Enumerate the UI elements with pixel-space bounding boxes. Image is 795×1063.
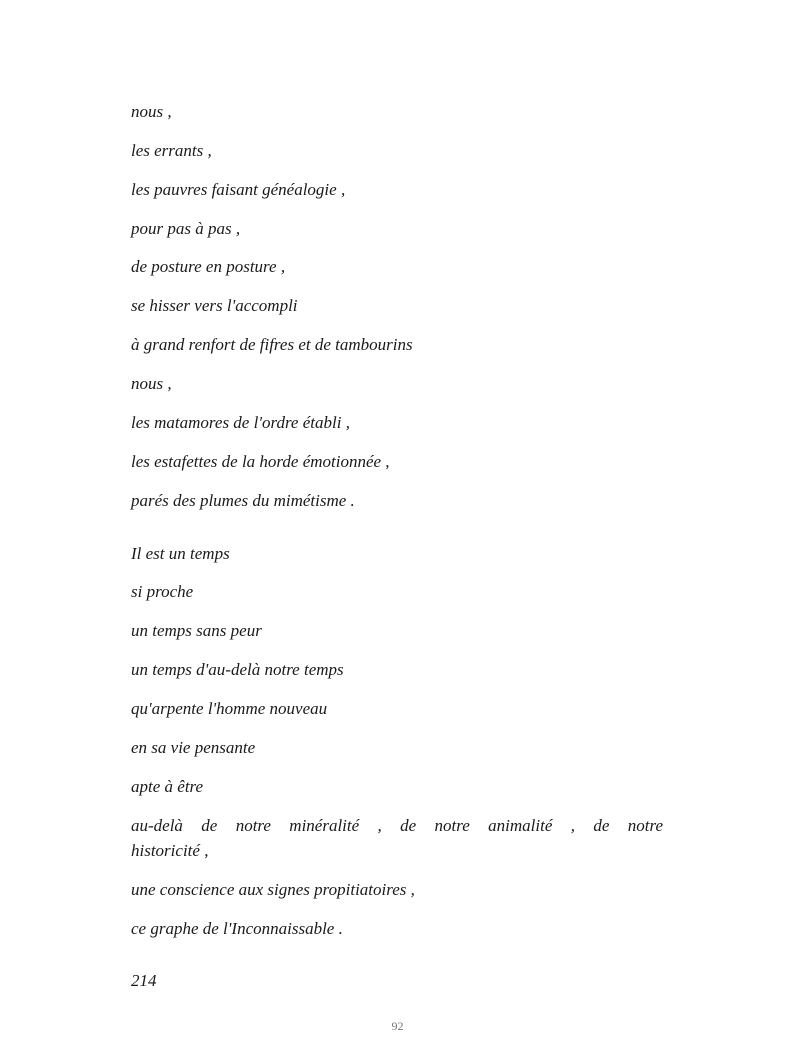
poem-line: qu'arpente l'homme nouveau (131, 699, 328, 718)
poem-line: les pauvres faisant généalogie , (131, 180, 346, 199)
poem-line: à grand renfort de fifres et de tambourins (131, 335, 413, 354)
poem-line: de posture en posture , (131, 257, 286, 276)
footer-page-number: 92 (391, 1019, 404, 1033)
poem-line: les matamores de l'ordre établi , (131, 413, 350, 432)
poem-line: nous , (131, 374, 172, 393)
poem-line: pour pas à pas , (131, 219, 241, 238)
poem-line-wrapped: historicité , (131, 841, 209, 860)
poem-line-justified: au-delà de notre minéralité , de notre animalité , de notre (131, 816, 663, 835)
poem-line: parés des plumes du mimétisme . (131, 491, 355, 510)
poem-line: si proche (131, 582, 194, 601)
poem-line: Il est un temps (131, 544, 230, 563)
poem-line: un temps d'au-delà notre temps (131, 660, 344, 679)
poem-line: se hisser vers l'accompli (131, 296, 298, 315)
poem-line: en sa vie pensante (131, 738, 256, 757)
poem-line: les errants , (131, 141, 212, 160)
poem-line: une conscience aux signes propitiatoires , (131, 880, 415, 899)
poem-line: apte à être (131, 777, 204, 796)
poem-page-number: 214 (131, 971, 157, 990)
poem-line: un temps sans peur (131, 621, 262, 640)
poem-line: les estafettes de la horde émotionnée , (131, 452, 390, 471)
poem-line: nous , (131, 102, 172, 121)
poem-line: ce graphe de l'Inconnaissable . (131, 919, 343, 938)
